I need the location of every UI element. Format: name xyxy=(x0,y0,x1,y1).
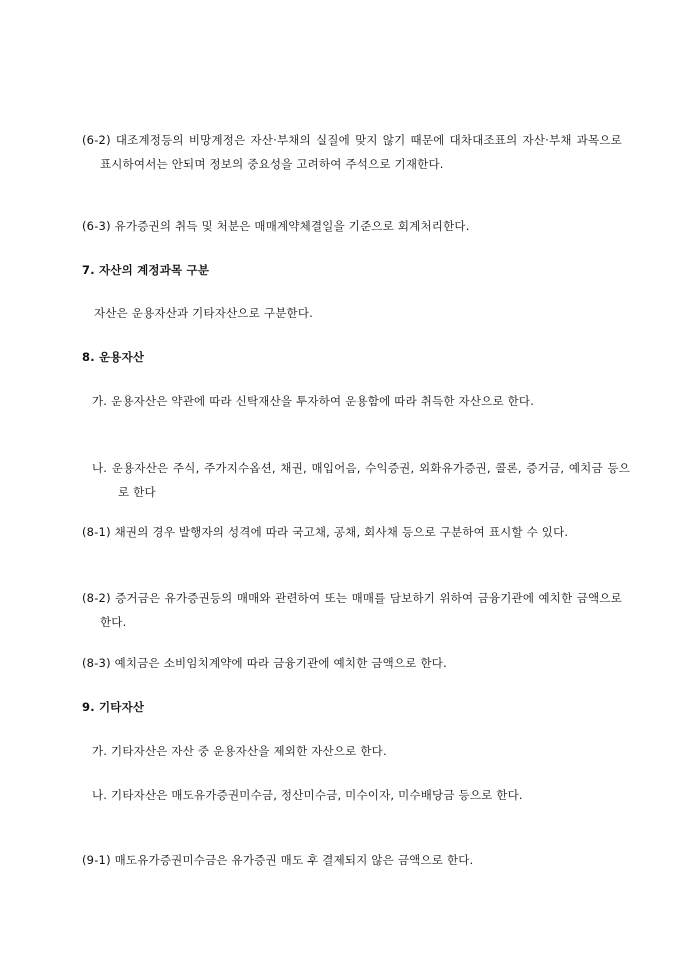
paragraph-8-3: (8-3) 예치금은 소비임치계약에 따라 금융기관에 예치한 금액으로 한다. xyxy=(82,656,447,670)
section-heading-8: 8. 운용자산 xyxy=(82,350,145,364)
paragraph-8-1: (8-1) 채권의 경우 발행자의 성격에 따라 국고채, 공채, 회사채 등으로 구분하여 표시할 수 있다. xyxy=(82,525,569,539)
paragraph-7: 자산은 운용자산과 기타자산으로 구분한다. xyxy=(94,306,313,320)
item-8-na: 나. 운용자산은 주식, 주가지수옵션, 채권, 매입어음, 수익증권, 외화유가증권, 콜론, 증거금, 예치금 등으로 한다 xyxy=(92,461,630,499)
section-heading-7: 7. 자산의 계정과목 구분 xyxy=(82,263,210,277)
paragraph-8-2: (8-2) 증거금은 유가증권등의 매매와 관련하여 또는 매매를 담보하기 위하여 금융기관에 예치한 금액으로 한다. xyxy=(82,591,622,629)
paragraph-9-1: (9-1) 매도유가증권미수금은 유가증권 매도 후 결제되지 않은 금액으로 한다. xyxy=(82,853,474,867)
item-9-na: 나. 기타자산은 매도유가증권미수금, 정산미수금, 미수이자, 미수배당금 등으로 한다. xyxy=(92,788,523,802)
section-heading-9: 9. 기타자산 xyxy=(82,700,145,714)
item-9-ga: 가. 기타자산은 자산 중 운용자산을 제외한 자산으로 한다. xyxy=(92,744,387,758)
paragraph-6-2: (6-2) 대조계정등의 비망계정은 자산·부채의 실질에 맞지 않기 때문에 대차대조표의 자산·부채 과목으로 표시하여서는 안되며 정보의 중요성을 고려하여 주석으로 기재한다. xyxy=(82,133,622,171)
item-8-ga: 가. 운용자산은 약관에 따라 신탁재산을 투자하여 운용함에 따라 취득한 자산으로 한다. xyxy=(92,394,535,408)
paragraph-6-3: (6-3) 유가증권의 취득 및 처분은 매매계약체결일을 기준으로 회계처리한다. xyxy=(82,219,470,233)
